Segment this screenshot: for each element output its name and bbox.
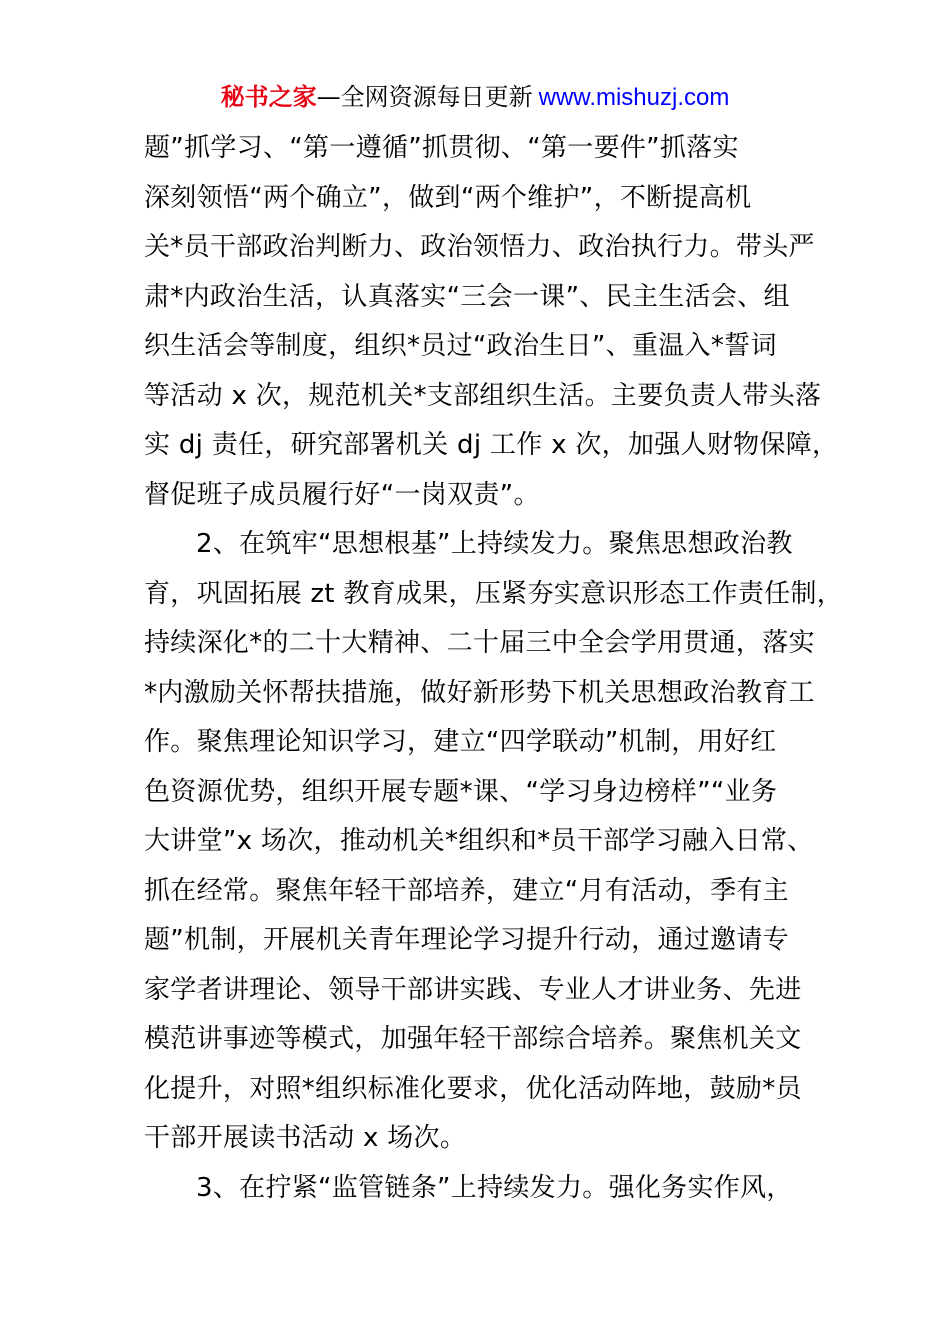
text-line: 持续深化*的二十大精神、二十届三中全会学用贯通，落实 xyxy=(144,628,815,658)
text-line: 织生活会等制度，组织*员过“政治生日”、重温入*誓词 xyxy=(144,331,777,361)
site-tagline: —全网资源每日更新 xyxy=(316,83,533,111)
text-line: 等活动 x 次，规范机关*支部组织生活。主要负责人带头落 xyxy=(144,380,822,411)
text-line: 育，巩固拓展 zt 教育成果，压紧夯实意识形态工作责任制， xyxy=(144,578,844,609)
text-line: 模范讲事迹等模式，加强年轻干部综合培养。聚焦机关文 xyxy=(144,1024,802,1054)
text-line: 化提升，对照*组织标准化要求，优化活动阵地，鼓励*员 xyxy=(144,1073,802,1104)
text-line: 题”机制，开展机关青年理论学习提升行动，通过邀请专 xyxy=(144,925,789,955)
text-line: 抓在经常。聚焦年轻干部培养，建立“月有活动，季有主 xyxy=(144,875,789,906)
paragraph-start-line: 2、在筑牢“思想根基”上持续发力。聚焦思想政治教 xyxy=(196,529,793,559)
document-body xyxy=(144,124,844,1213)
text-line: 督促班子成员履行好“一岗双责”。 xyxy=(144,479,540,510)
brand-name: 秘书之家 xyxy=(220,83,317,111)
text-line: 色资源优势，组织开展专题*课、“学习身边榜样”“业务 xyxy=(144,776,778,807)
site-header xyxy=(0,80,950,115)
text-line: 大讲堂”x 场次，推动机关*组织和*员干部学习融入日常、 xyxy=(144,826,814,856)
text-line: 关*员干部政治判断力、政治领悟力、政治执行力。带头严 xyxy=(144,232,815,262)
text-line: 肃*内政治生活，认真落实“三会一课”、民主生活会、组 xyxy=(144,281,790,312)
text-line: 家学者讲理论、领导干部讲实践、专业人才讲业务、先进 xyxy=(144,974,802,1005)
text-line: *内激励关怀帮扶措施，做好新形势下机关思想政治教育工 xyxy=(144,677,815,708)
paragraph-start-line: 3、在拧紧“监管链条”上持续发力。强化务实作风， xyxy=(196,1172,793,1203)
site-url-link[interactable]: www.mishuzj.com xyxy=(538,84,730,111)
text-line: 实 dj 责任，研究部署机关 dj 工作 x 次，加强人财物保障， xyxy=(144,430,839,460)
text-line: 题”抓学习、“第一遵循”抓贯彻、“第一要件”抓落实 xyxy=(144,133,739,163)
text-line: 干部开展读书活动 x 场次。 xyxy=(144,1123,467,1153)
text-line: 深刻领悟“两个确立”，做到“两个维护”，不断提高机 xyxy=(144,182,752,213)
text-line: 作。聚焦理论知识学习，建立“四学联动”机制，用好红 xyxy=(144,727,777,757)
